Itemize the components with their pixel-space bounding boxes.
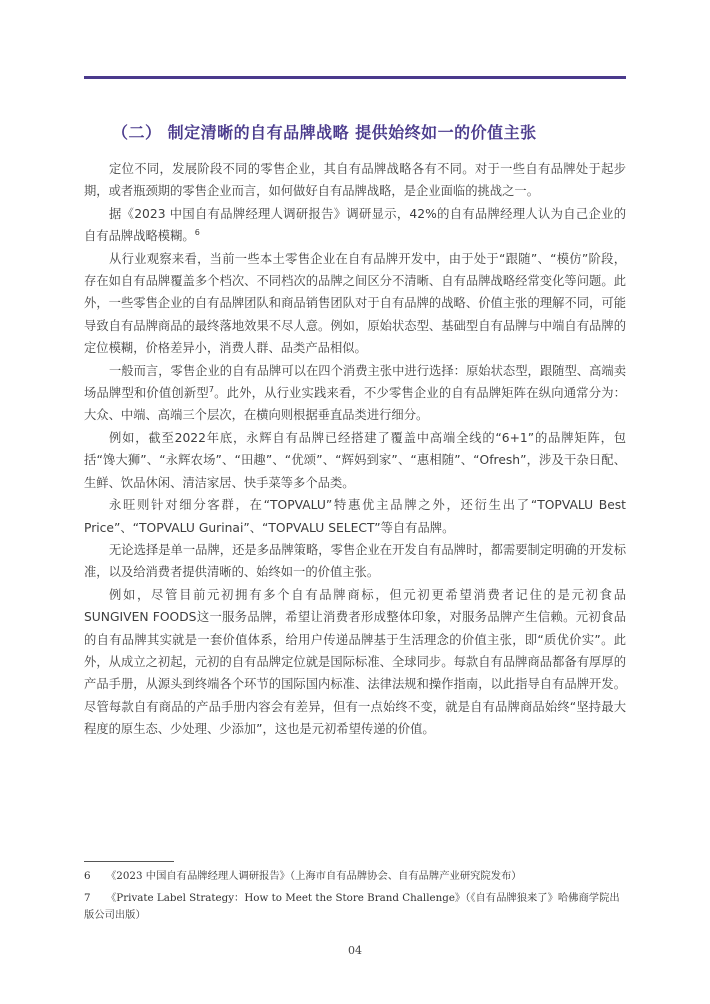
header-rule <box>84 76 626 79</box>
footnote-number: 7 <box>84 892 91 904</box>
paragraph-7 <box>84 539 626 584</box>
paragraph-text: 从行业观察来看，当前一些本土零售企业在自有品牌开发中，由于处于“跟随”、“模仿”阶段，存在如自有品牌覆盖多个档次、不同档次的品牌之间区分不清晰、自有品牌战略经常变化等问题。此外，一些零售企业的自有品牌团队和商品销售团队对于自有品牌的战略、价值主张的理解不同，可能导致自有品牌商品的最终落地效果不尽人意。例如，原始状态型、基础型自有品牌与中端自有品牌的定位模糊，价格差异小，消费人群、品类产品相似。 <box>84 251 626 356</box>
paragraph-text: 例如，尽管目前元初拥有多个自有品牌商标，但元初更希望消费者记住的是元初食品SUNGIVEN FOODS这一服务品牌，希望让消费者形成整体印象，对服务品牌产生信赖。元初食品的自有品牌其实就是一套价值体系，给用户传递品牌基于生活理念的价值主张，即“质优价实”。此外，从成立之初起，元初的自有品牌定位就是国际标准、全球同步。每款自有品牌商品都备有厚厚的产品手册，从源头到终端各个环节的国际国内标准、法律法规和操作指南，以此指导自有品牌开发。尽管每款自有商品的产品手册内容会有差异，但有一点始终不变，就是自有品牌商品始终“坚持最大程度的原生态、少处理、少添加”，这也是元初希望传递的价值。 <box>84 587 626 737</box>
footnote-number: 6 <box>84 870 91 882</box>
footnote-6 <box>84 868 626 885</box>
paragraph-text: 例如，截至2022年底，永辉自有品牌已经搭建了覆盖中高端全线的“6+1”的品牌矩阵，包括“馋大狮”、“永辉农场”、“田趣”、“优颂”、“辉妈到家”、“惠相随”、“Ofresh”，涉及干杂日配、生鲜、饮品休闲、清洁家居、快手菜等多个品类。 <box>84 430 626 490</box>
paragraph-4 <box>84 360 626 427</box>
paragraph-2 <box>84 203 626 248</box>
paragraph-3 <box>84 248 626 360</box>
paragraph-text: 一般而言，零售企业的自有品牌可以在四个消费主张中进行选择：原始状态型，跟随型、高端卖场品牌型和价值创新型 <box>84 363 626 401</box>
paragraph-text-tail: 。此外，从行业实践来看，不少零售企业的自有品牌矩阵在纵向通常分为：大众、中端、高端三个层次，在横向则根据垂直品类进行细分。 <box>84 386 626 423</box>
paragraph-text: 无论选择是单一品牌，还是多品牌策略，零售企业在开发自有品牌时，都需要制定明确的开发标准，以及给消费者提供清晰的、始终如一的价值主张。 <box>84 542 626 580</box>
paragraph-text: 永旺则针对细分客群，在“TOPVALU”特惠优主品牌之外，还衍生出了“TOPVALU Best Price”、“TOPVALU Gurinai”、“TOPVALU SELECT”等自有品牌。 <box>84 498 626 535</box>
footnote-7 <box>84 890 626 924</box>
paragraph-6 <box>84 494 626 539</box>
footnote-ref-7[interactable]: 7 <box>208 384 214 394</box>
paragraph-8 <box>84 584 626 741</box>
paragraph-5 <box>84 427 626 494</box>
page-number: 04 <box>348 944 362 957</box>
footnote-divider <box>84 861 174 862</box>
footnote-text: 《2023 中国自有品牌经理人调研报告》（上海市自有品牌协会、自有品牌产业研究院发布） <box>106 870 522 882</box>
paragraph-1 <box>84 158 626 203</box>
paragraph-text: 定位不同，发展阶段不同的零售企业，其自有品牌战略各有不同。对于一些自有品牌处于起步期，或者瓶颈期的零售企业而言，如何做好自有品牌战略，是企业面临的挑战之一。 <box>84 162 626 199</box>
footnotes <box>84 868 626 929</box>
footnote-text: 《Private Label Strategy：How to Meet the Store Brand Challenge》（《自有品牌狼来了》哈佛商学院出版公司出版） <box>84 892 620 921</box>
section-heading: （二） 制定清晰的自有品牌战略 提供始终如一的价值主张 <box>112 123 537 142</box>
paragraph-text: 据《2023 中国自有品牌经理人调研报告》调研显示，42%的自有品牌经理人认为自己企业的自有品牌战略模糊。 <box>84 206 626 244</box>
body-text <box>84 158 626 741</box>
footnote-ref-6[interactable]: 6 <box>194 228 200 238</box>
